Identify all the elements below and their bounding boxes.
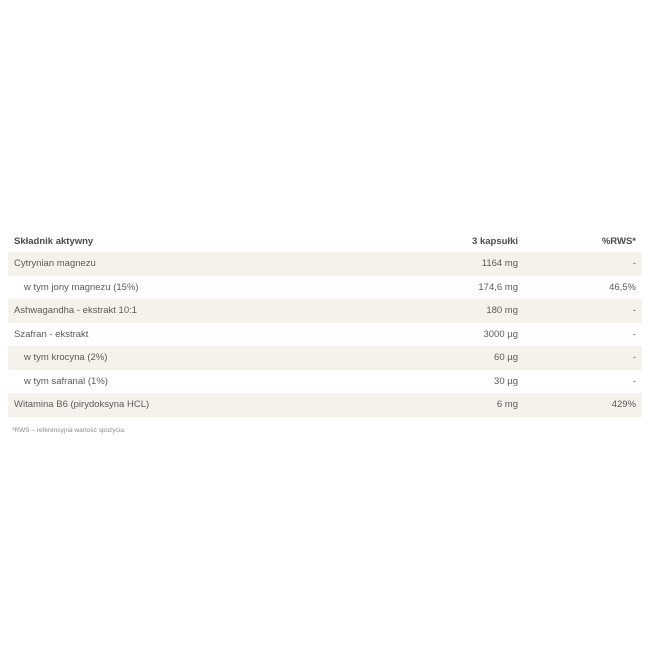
ingredient-amount: 30 µg <box>494 375 518 387</box>
ingredient-name: Ashwagandha - ekstrakt 10:1 <box>8 299 348 323</box>
rws-footnote: *RWS – referencyjna wartość spożycia. <box>12 427 126 434</box>
table-row <box>8 299 642 323</box>
header-amount: 3 kapsułki <box>472 235 518 247</box>
ingredient-rws: - <box>524 299 642 323</box>
table-row <box>8 370 642 394</box>
ingredient-amount: 3000 µg <box>483 328 518 340</box>
ingredient-rws: 429% <box>524 393 642 417</box>
ingredient-name: w tym krocyna (2%) <box>8 346 348 370</box>
ingredient-rws: 46,5% <box>609 281 636 293</box>
ingredient-name: Szafran - ekstrakt <box>14 328 89 340</box>
ingredient-amount: 6 mg <box>348 393 524 417</box>
table-row <box>8 252 642 276</box>
ingredients-table-container <box>8 230 642 417</box>
ingredient-name: w tym jony magnezu (15%) <box>24 281 139 293</box>
ingredient-name: Witamina B6 (pirydoksyna HCL) <box>8 393 348 417</box>
ingredient-amount: 180 mg <box>348 299 524 323</box>
ingredient-rws: - <box>632 375 636 387</box>
ingredient-amount: 174,6 mg <box>478 281 518 293</box>
table-row <box>8 276 642 300</box>
ingredients-table <box>8 230 642 417</box>
table-row <box>8 393 642 417</box>
ingredient-rws: - <box>524 346 642 370</box>
table-row <box>8 346 642 370</box>
ingredient-amount: 1164 mg <box>348 252 524 276</box>
table-row <box>8 323 642 347</box>
header-ingredient: Składnik aktywny <box>14 235 94 247</box>
ingredient-name: Cytrynian magnezu <box>8 252 348 276</box>
table-header-row <box>8 230 642 252</box>
header-rws: %RWS* <box>601 235 636 247</box>
ingredient-name: w tym safranal (1%) <box>24 375 108 387</box>
ingredient-amount: 60 µg <box>348 346 524 370</box>
ingredient-rws: - <box>524 252 642 276</box>
ingredient-rws: - <box>632 328 636 340</box>
